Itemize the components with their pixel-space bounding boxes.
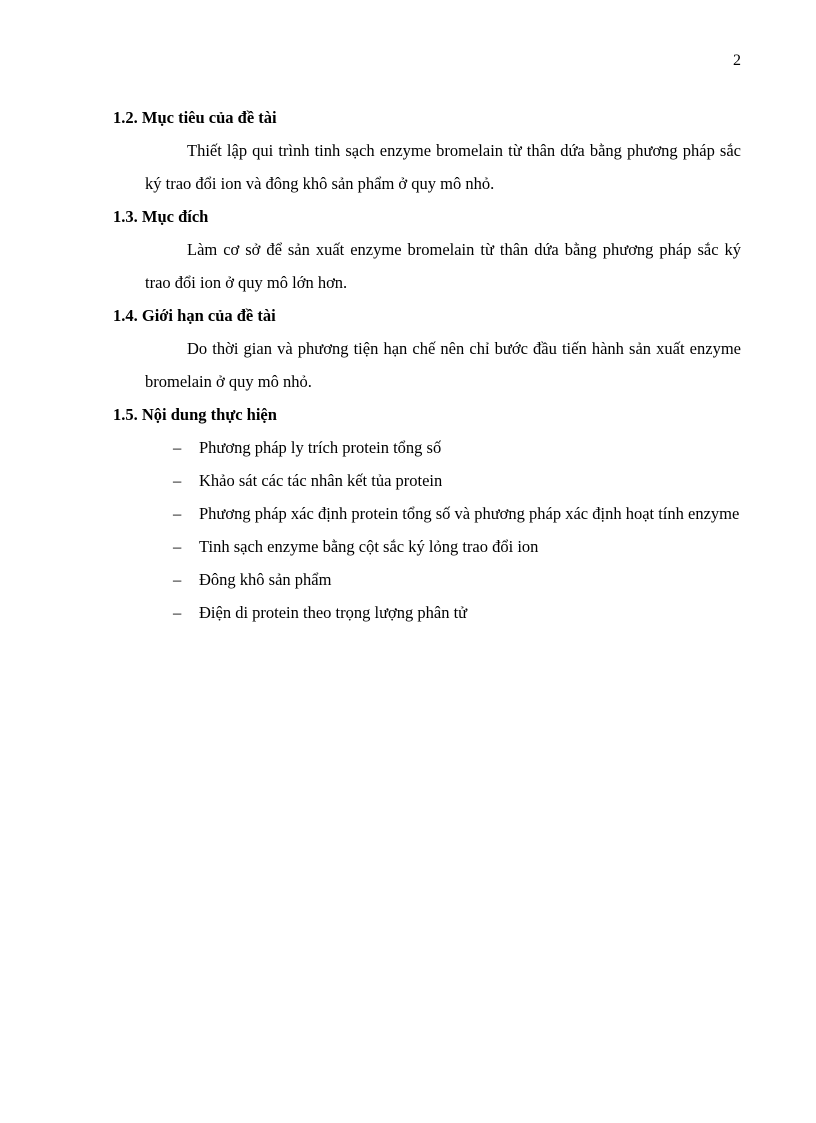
section-heading-1-2: 1.2. Mục tiêu của đề tài: [113, 108, 277, 127]
section-heading-1-5: 1.5. Nội dung thực hiện: [113, 405, 277, 424]
page-content: [113, 101, 741, 629]
dash-bullet: –: [173, 438, 182, 457]
list-item: [113, 596, 741, 629]
section-heading-1-4: 1.4. Giới hạn của đề tài: [113, 306, 276, 325]
dash-bullet: –: [173, 537, 182, 556]
dash-bullet: –: [173, 471, 182, 490]
list-item: [113, 530, 741, 563]
list-item: [113, 464, 741, 497]
section-heading-1-3: 1.3. Mục đích: [113, 207, 209, 226]
list-item-text: Phương pháp xác định protein tổng số và phương pháp xác định hoạt tính enzyme: [199, 504, 740, 523]
list-item-text: Khảo sát các tác nhân kết tủa protein: [199, 471, 443, 490]
section-paragraph-1-3: Làm cơ sở để sản xuất enzyme bromelain từ thân dứa bằng phương pháp sắc ký trao đổi ion ở quy mô lớn hơn.: [145, 240, 741, 292]
list-item-text: Phương pháp ly trích protein tổng số: [199, 438, 442, 457]
list-item: [113, 563, 741, 596]
list-item: [113, 431, 741, 464]
list-item: [113, 497, 741, 530]
section-paragraph-1-2: Thiết lập qui trình tinh sạch enzyme bromelain từ thân dứa bằng phương pháp sắc ký trao đổi ion và đông khô sản phẩm ở quy mô nhỏ.: [145, 141, 741, 193]
list-item-text: Đông khô sản phẩm: [199, 570, 332, 589]
dash-bullet: –: [173, 504, 182, 523]
dash-bullet: –: [173, 570, 182, 589]
content-list: [113, 431, 741, 629]
section-paragraph-1-4: Do thời gian và phương tiện hạn chế nên chỉ bước đầu tiến hành sản xuất enzyme bromelain ở quy mô nhỏ.: [145, 339, 741, 391]
list-item-text: Điện di protein theo trọng lượng phân tử: [199, 603, 468, 622]
list-item-text: Tinh sạch enzyme bằng cột sắc ký lỏng trao đổi ion: [199, 537, 539, 556]
dash-bullet: –: [173, 603, 182, 622]
page-number: 2: [733, 52, 741, 69]
